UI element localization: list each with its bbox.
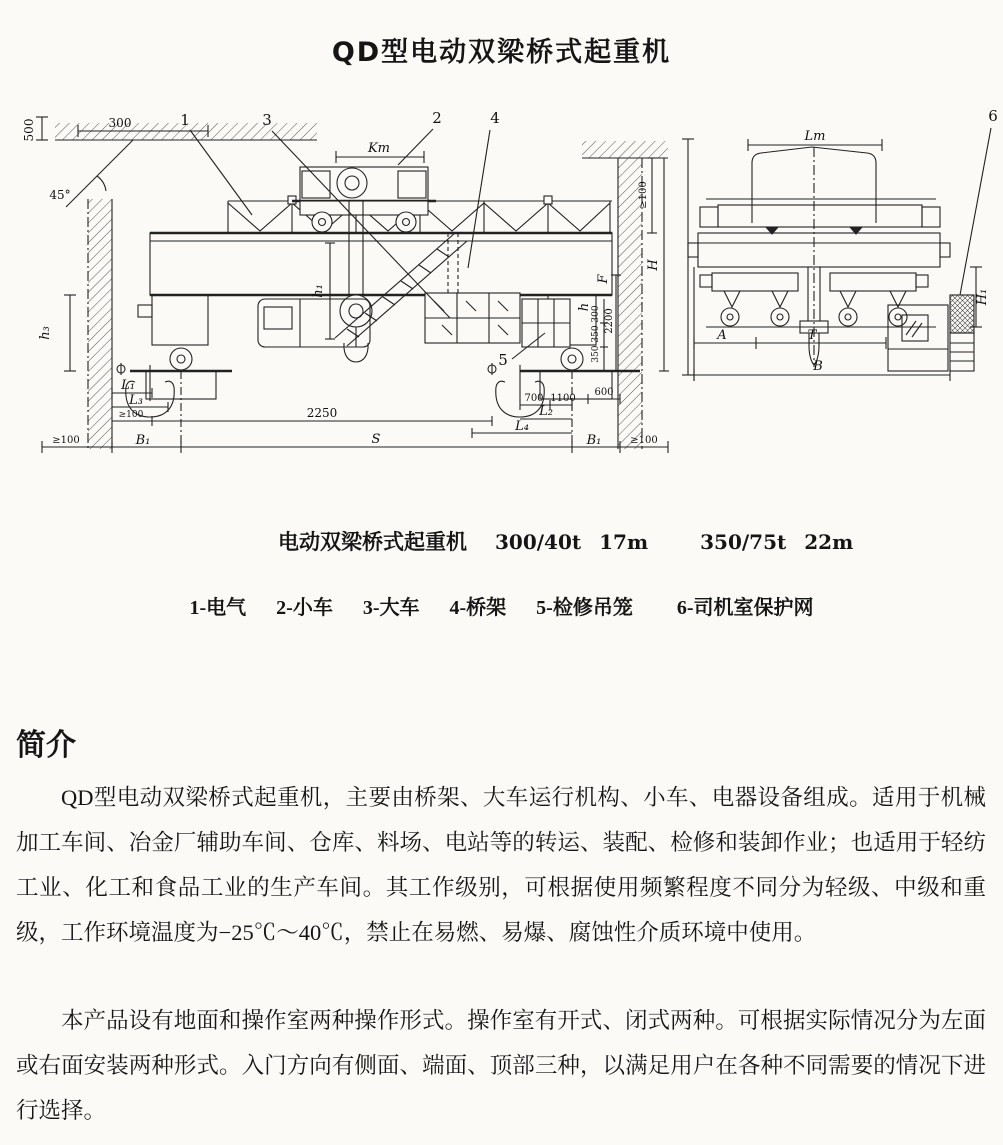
callout-3: 3 <box>262 111 272 129</box>
dim-label-F: F <box>596 274 611 284</box>
caption-span-1: 17m <box>599 530 649 554</box>
callout-2: 2 <box>432 109 442 127</box>
dim-label-ge100-right: ≥100 <box>630 435 658 446</box>
dim-label-T: T <box>807 328 817 343</box>
dim-label-350-stack: 350 350 300 <box>591 305 601 363</box>
section-heading: 简介 <box>16 728 76 763</box>
dim-label-L4: L₄ <box>515 419 529 434</box>
dim-label-ge100-ceiling: ≥100 <box>638 181 649 209</box>
dim-label-300: 300 <box>108 116 132 130</box>
dim-label-LT: Lт <box>804 129 826 144</box>
dim-label-H: H <box>646 259 661 271</box>
dim-label-ge100-left: ≥100 <box>52 435 80 446</box>
dim-label-B1-right: B₁ <box>586 433 602 448</box>
dim-label-700: 700 <box>524 393 544 404</box>
legend-item-6: 6-司机室保护网 <box>676 597 814 619</box>
caption-span-2: 22m <box>804 530 854 554</box>
intro-paragraph-1: QD型电动双梁桥式起重机，主要由桥架、大车运行机构、小车、电器设备组成。适用于机械加工车间、冶金厂辅助车间、仓库、料场、电站等的转运、装配、检修和装卸作业；也适用于轻纺工业、化工和食品工业的生产车间。其工作级别，可根据使用频繁程度不同分为轻级、中级和重级，工作环境温度为−25℃～40℃，禁止在易燃、易爆、腐蚀性介质环境中使用。 <box>16 785 986 945</box>
dim-label-S: S <box>371 432 381 447</box>
dim-label-500: 500 <box>22 118 36 142</box>
callout-5: 5 <box>498 351 508 369</box>
dim-label-2250: 2250 <box>306 406 338 420</box>
right-view <box>682 128 991 381</box>
dim-label-h: h <box>577 302 592 312</box>
dim-label-L1: L₁ <box>121 378 135 393</box>
dim-label-h1: h₁ <box>311 284 326 298</box>
dim-label-1100: 1100 <box>550 393 576 404</box>
caption-capacity-1: 300/40t <box>495 530 582 554</box>
dim-label-L3: L₃ <box>129 393 143 408</box>
legend-item-1: 1-电气 <box>189 597 247 619</box>
callout-4: 4 <box>490 109 500 127</box>
dim-label-2200: 2200 <box>604 308 615 334</box>
legend-item-2: 2-小车 <box>276 597 333 619</box>
dim-label-kt: Kт <box>367 141 391 156</box>
dim-label-L2: L₂ <box>539 404 553 419</box>
page-title: QD型电动双梁桥式起重机 <box>331 37 672 69</box>
technical-drawing <box>0 103 1003 465</box>
drawing-labels <box>22 107 998 448</box>
intro-paragraph-2: 本产品设有地面和操作室两种操作形式。操作室有开式、闭式两种。可根据实际情况分为左面或右面安装两种形式。入门方向有侧面、端面、顶部三种，以满足用户在各种不同需要的情况下进行选择。 <box>16 1008 986 1123</box>
dim-label-h3: h₃ <box>38 326 53 340</box>
legend-item-3: 3-大车 <box>362 597 420 619</box>
dim-label-B1-left: B₁ <box>135 433 151 448</box>
dim-label-B: B <box>813 359 823 374</box>
dim-label-45deg: 45° <box>49 188 71 202</box>
figure-legend <box>0 591 1003 620</box>
legend-item-4: 4-桥架 <box>449 597 507 619</box>
figure-caption <box>278 526 853 556</box>
callout-6: 6 <box>988 107 998 125</box>
dim-label-H1-right: H₁ <box>975 288 990 306</box>
caption-capacity-2: 350/75t <box>700 530 787 554</box>
legend-item-5: 5-检修吊笼 <box>536 597 633 619</box>
callout-1: 1 <box>180 111 190 129</box>
dim-label-A: A <box>717 328 727 343</box>
dim-label-ge100-hook: ≥100 <box>118 410 144 420</box>
caption-product-name: 电动双梁桥式起重机 <box>278 530 467 554</box>
dim-label-600: 600 <box>594 387 614 398</box>
